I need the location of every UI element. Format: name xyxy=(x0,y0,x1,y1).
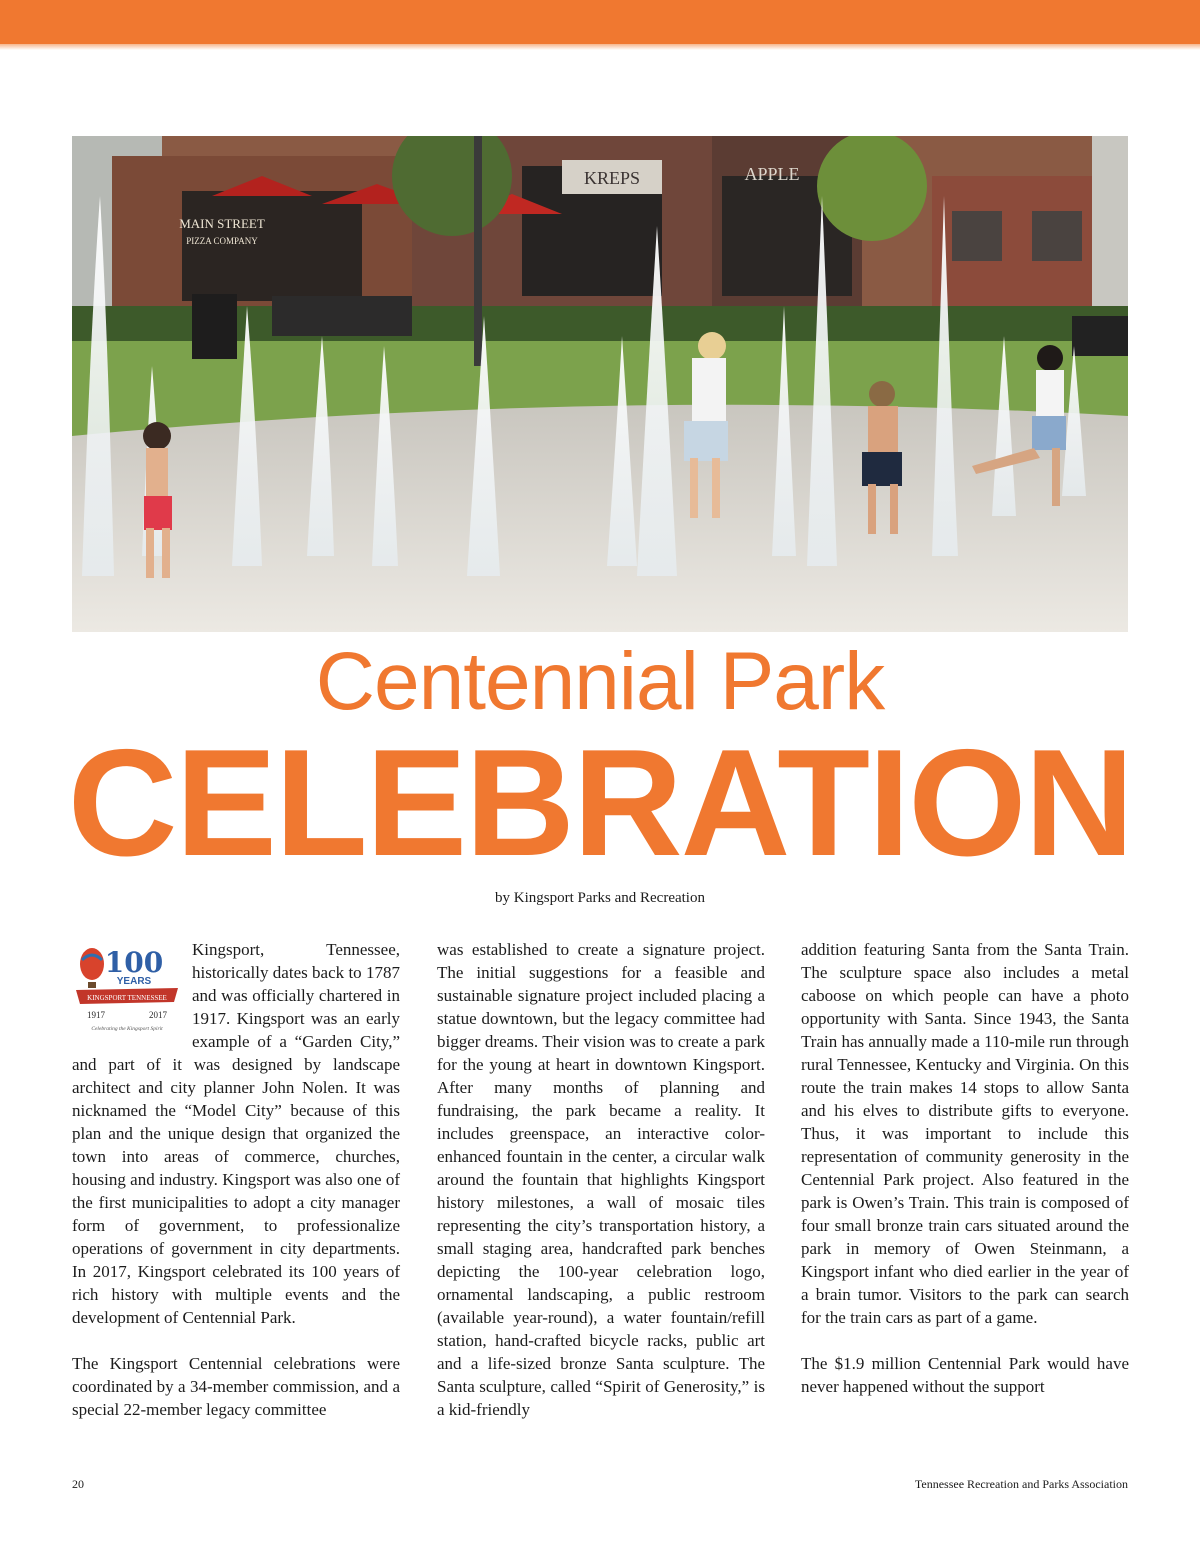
logo-tagline: Celebrating the Kingsport Spirit xyxy=(91,1026,163,1032)
paragraph: was established to create a signature project. The initial suggestions for a feasible and sustainable signature project included placing a statue downtown, but the legacy committee had bigger dreams. Their vision was to create a park for the young at heart in downtown Kingsport. After many months of planning and fundraising, the park became a reality. It includes greenspace, an interactive color-enhanced fountain in the center, a circular walk around the fountain that highlights Kingsport history milestones, a wall of mosaic tiles representing the city’s transportation history, a small staging area, handcrafted park benches depicting the 100-year celebration logo, ornamental landscaping, a public restroom (available year-round), a water fountain/refill station, hand-crafted bicycle racks, public art and a life-sized bronze Santa sculpture. The Santa sculpture, called “Spirit of Generosity,” is a kid-friendly xyxy=(437,940,765,1419)
publication-name: Tennessee Recreation and Parks Association xyxy=(914,1477,1128,1491)
body-column-1 xyxy=(72,938,400,1444)
top-accent-band xyxy=(0,0,1200,44)
centennial-logo xyxy=(74,942,180,1036)
paragraph: addition featuring Santa from the Santa Train. The sculpture space also includes a metal caboose on which people can have a photo opportunity with Santa. Since 1943, the Santa Train has annually made a 110-mile run through rural Tennessee, Kentucky and Virginia. On this route the train makes 14 stops to allow Santa and his elves to distribute gifts to everyone. Thus, it was important to include this representation of community generosity in the Centennial Park project. Also featured in the park is Owen’s Train. This train is composed of four small bronze train cars situated around the park in memory of Owen Steinmann, a Kingsport infant who died earlier in the year of a brain tumor. Visitors to the park can search for the train cars as part of a game. xyxy=(801,940,1129,1327)
svg-text:PIZZA COMPANY: PIZZA COMPANY xyxy=(186,236,258,246)
hero-photo xyxy=(72,136,1128,632)
body-column-3 xyxy=(801,938,1129,1421)
logo-banner: KINGSPORT TENNESSEE xyxy=(87,994,167,1002)
page-number: 20 xyxy=(72,1477,84,1491)
body-column-2 xyxy=(437,938,765,1444)
svg-text:APPLE: APPLE xyxy=(744,164,800,184)
logo-year-end: 2017 xyxy=(149,1010,167,1020)
byline: by Kingsport Parks and Recreation xyxy=(495,890,705,906)
article-title-line-1: Centennial Park xyxy=(315,636,885,727)
article-title-line-2: CELEBRATION xyxy=(67,718,1133,888)
svg-text:KREPS: KREPS xyxy=(583,168,641,188)
logo-word: YEARS xyxy=(116,976,152,987)
paragraph: The Kingsport Centennial celebrations were coordinated by a 34-member commission, and a special 22-member legacy committee xyxy=(72,1354,400,1419)
paragraph: The $1.9 million Centennial Park would have never happened without the support xyxy=(801,1354,1129,1396)
logo-year-start: 1917 xyxy=(87,1010,105,1020)
logo-number: 100 xyxy=(104,946,164,979)
paragraph: Kingsport, Tennessee, historically dates back to 1787 and was officially chartered in 1917. Kingsport was an early example of a “Garden City,” and part of it was designed by landscape architect and city planner John Nolen. It was nicknamed the “Model City” because of this plan and the unique design that organized the town into areas of commerce, churches, housing and industry. Kingsport was also one of the first municipalities to adopt a city manager form of government, to professionalize operations of government in city departments. In 2017, Kingsport celebrated its 100 years of rich history with multiple events and the development of Centennial Park. xyxy=(72,940,400,1327)
svg-text:MAIN STREET: MAIN STREET xyxy=(179,216,265,231)
